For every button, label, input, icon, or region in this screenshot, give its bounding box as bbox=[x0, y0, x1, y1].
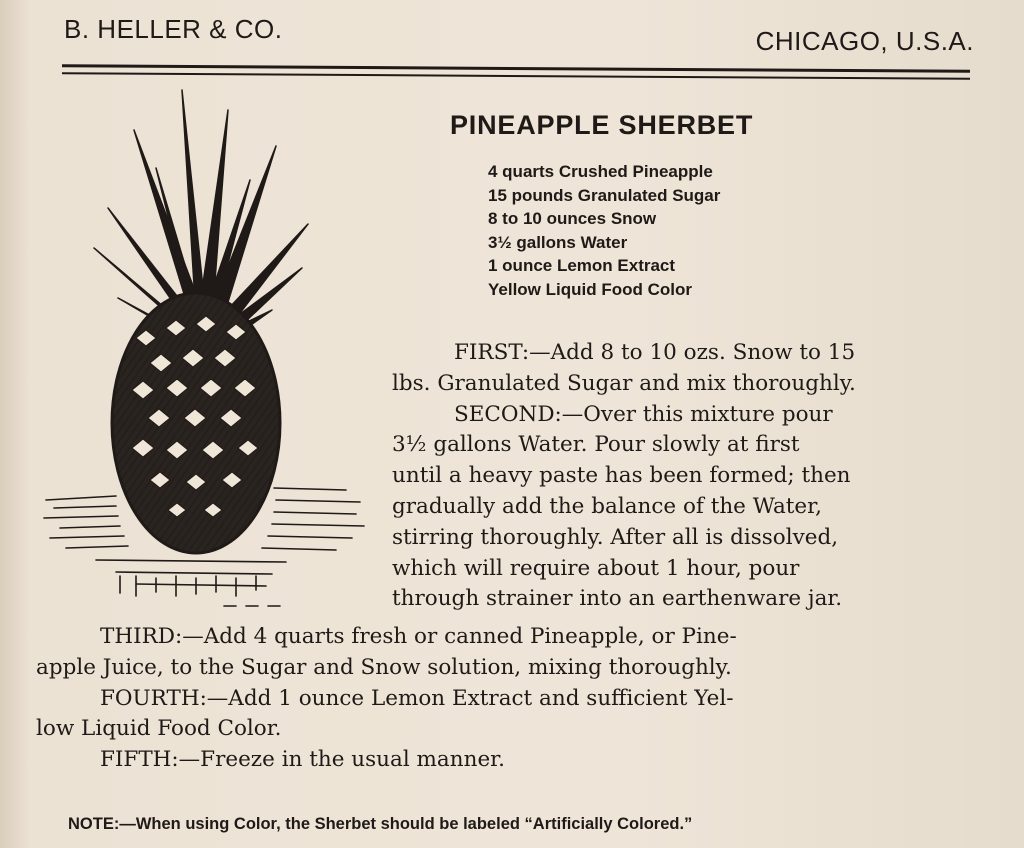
pineapple-illustration-icon bbox=[36, 88, 376, 618]
step-second-line: until a heavy paste has been formed; then bbox=[392, 463, 851, 489]
step-second-line: stirring thoroughly. After all is dissolved, bbox=[392, 524, 839, 550]
ingredient-item: Yellow Liquid Food Color bbox=[488, 279, 692, 299]
step-first-line: lbs. Granulated Sugar and mix thoroughly. bbox=[392, 370, 856, 396]
ingredient-item: 3½ gallons Water bbox=[488, 232, 628, 252]
ingredient-item: 1 ounce Lemon Extract bbox=[488, 256, 676, 276]
ingredients-list bbox=[488, 160, 720, 302]
company-name: B. HELLER & CO. bbox=[64, 14, 283, 44]
step-first-line: FIRST:—Add 8 to 10 ozs. Snow to 15 bbox=[454, 340, 856, 365]
step-second-line: SECOND:—Over this mixture pour bbox=[454, 401, 833, 427]
step-second-line: through strainer into an earthenware jar. bbox=[392, 586, 843, 612]
ingredient-item: 8 to 10 ounces Snow bbox=[488, 209, 657, 229]
instructions-right-column bbox=[392, 338, 982, 615]
recipe-title: PINEAPPLE SHERBET bbox=[450, 110, 754, 140]
ingredient-item: 15 pounds Granulated Sugar bbox=[488, 185, 721, 205]
header-rule-thin bbox=[62, 72, 970, 80]
step-third-line: apple Juice, to the Sugar and Snow solution, mixing thoroughly. bbox=[36, 654, 732, 680]
step-second-line: gradually add the balance of the Water, bbox=[392, 493, 822, 519]
instructions-full-width bbox=[36, 622, 996, 776]
coloring-note: NOTE:—When using Color, the Sherbet should be labeled “Artificially Colored.” bbox=[68, 815, 693, 833]
step-second-line: 3½ gallons Water. Pour slowly at first bbox=[392, 432, 800, 458]
company-location: CHICAGO, U.S.A. bbox=[755, 26, 974, 56]
header-rule-thick bbox=[62, 64, 970, 73]
step-second-line: which will require about 1 hour, pour bbox=[392, 555, 800, 581]
step-fourth-line: FOURTH:—Add 1 ounce Lemon Extract and sufficient Yel- bbox=[100, 685, 734, 711]
step-fifth-line: FIFTH:—Freeze in the usual manner. bbox=[100, 747, 505, 773]
ingredient-item: 4 quarts Crushed Pineapple bbox=[488, 162, 713, 181]
step-fourth-line: low Liquid Food Color. bbox=[36, 716, 282, 742]
step-third-line: THIRD:—Add 4 quarts fresh or canned Pineapple, or Pine- bbox=[100, 624, 737, 649]
